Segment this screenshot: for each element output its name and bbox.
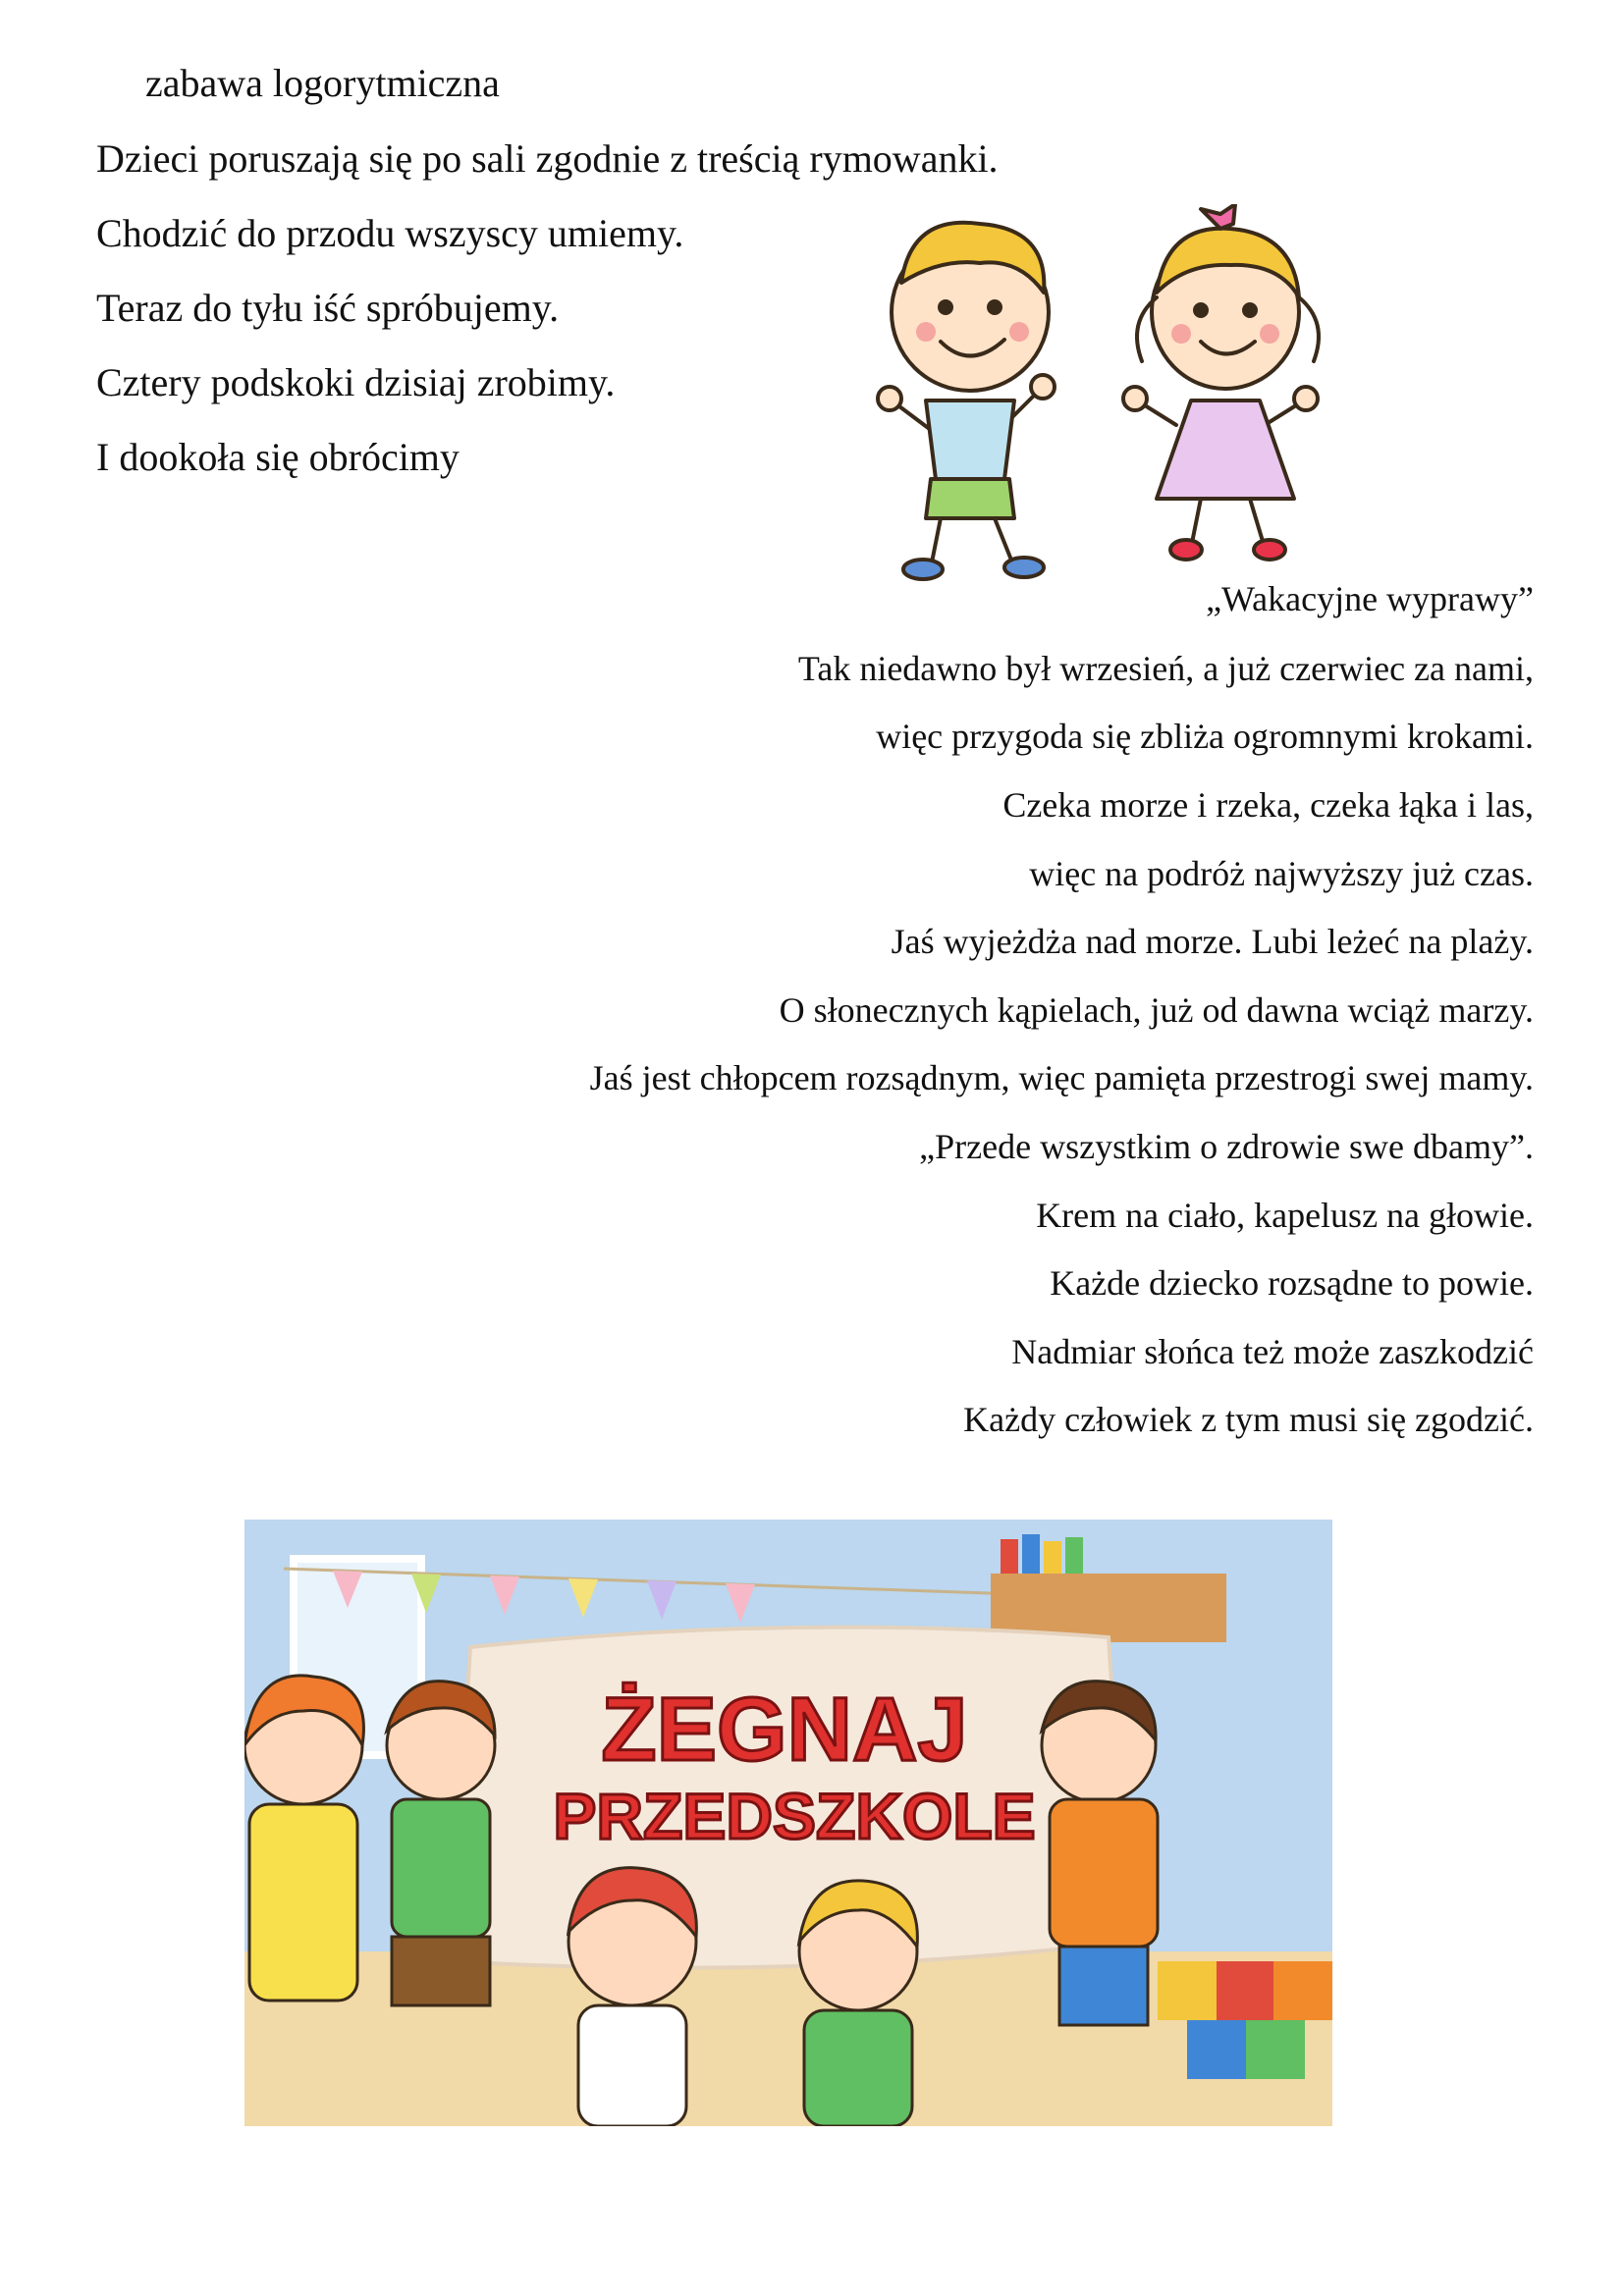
- poem-line: O słonecznych kąpielach, już od dawna wciąż marzy.: [779, 990, 1534, 1030]
- poem-line: Każdy człowiek z tym musi się zgodzić.: [963, 1400, 1534, 1439]
- poem: [393, 0, 1534, 1472]
- rhyme-line: Teraz do tyłu iść spróbujemy.: [96, 286, 560, 330]
- poem-line: Jaś jest chłopcem rozsądnym, więc pamięta przestrogi swej mamy.: [589, 1058, 1534, 1097]
- poem-line: Nadmiar słońca też może zaszkodzić: [1011, 1332, 1534, 1371]
- poem-line: Czeka morze i rzeka, czeka łąka i las,: [1002, 785, 1534, 825]
- poem-line: Każde dziecko rozsądne to powie.: [1050, 1263, 1534, 1303]
- rhyme-line: I dookoła się obrócimy: [96, 435, 460, 479]
- banner-subtitle: PRZEDSZKOLE: [553, 1780, 1036, 1852]
- poem-line: Tak niedawno był wrzesień, a już czerwiec za nami,: [797, 649, 1534, 688]
- rhyme-line: Cztery podskoki dzisiaj zrobimy.: [96, 360, 616, 404]
- poem-line: więc przygoda się zbliża ogromnymi krokami.: [876, 717, 1534, 756]
- instruction-text: Dzieci poruszają się po sali zgodnie z treścią rymowanki.: [96, 136, 999, 181]
- activity-heading: zabawa logorytmiczna: [145, 61, 500, 105]
- banner-title: ŻEGNAJ: [601, 1680, 968, 1780]
- poem-line: więc na podróż najwyższy już czas.: [1029, 854, 1534, 893]
- poem-title: „Wakacyjne wyprawy”: [1206, 579, 1534, 618]
- poem-line: Jaś wyjeżdża nad morze. Lubi leżeć na plaży.: [891, 922, 1534, 961]
- rhyme-line: Chodzić do przodu wszyscy umiemy.: [96, 211, 684, 255]
- poem-line: „Przede wszystkim o zdrowie swe dbamy”.: [919, 1127, 1534, 1166]
- farewell-banner-illustration: [244, 1520, 1332, 2126]
- poem-line: Krem na ciało, kapelusz na głowie.: [1036, 1196, 1534, 1235]
